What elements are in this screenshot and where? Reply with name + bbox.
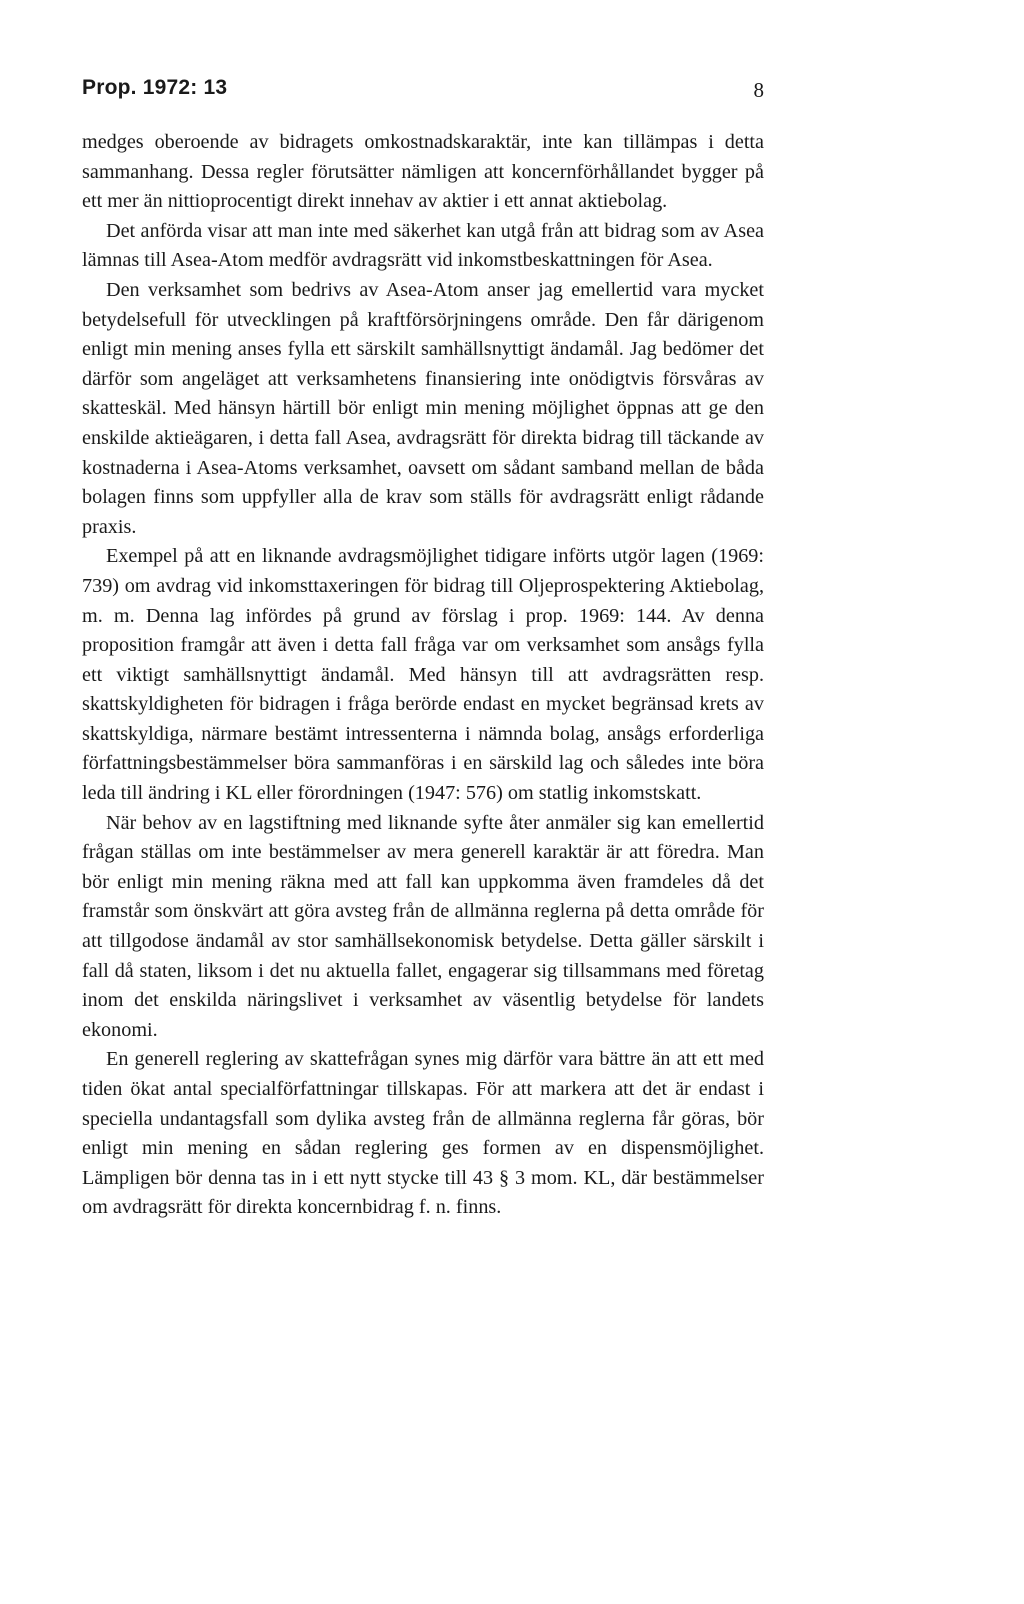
document-reference: Prop. 1972: 13 [82,76,228,99]
running-header [82,76,764,106]
paragraph: Det anförda visar att man inte med säkerhet kan utgå från att bidrag som av Asea lämnas till Asea-Atom medför avdragsrätt vid inkomstbeskattningen för Asea. [82,219,764,272]
paragraph: Exempel på att en liknande avdragsmöjlighet tidigare införts utgör lagen (1969: 739) om avdrag vid inkomsttaxeringen för bidrag till Oljeprospektering Aktiebolag, m. m. Denna lag infördes på grund av förslag i prop. 1969: 144. Av denna proposition framgår att även i detta fall fråga var om verksamhet som ansågs fylla ett viktigt samhällsnyttigt ändamål. Med hänsyn till att avdragsrätten resp. skattskyldigheten för bidragen i fråga berörde endast en mycket begränsad krets av skattskyldiga, närmare bestämt intressenterna i nämnda bolag, ansågs erforderliga författningsbestämmelser böra sammanföras i en särskild lag och således inte böra leda till ändring i KL eller förordningen (1947: 576) om statlig inkomstskatt. [82,545,764,805]
page-number: 8 [753,78,764,102]
paragraph-continuation: medges oberoende av bidragets omkostnadskaraktär, inte kan tillämpas i detta sammanhang. Dessa regler förutsätter nämligen att koncernförhållandet bygger på ett mer än nittioprocentigt direkt innehav av aktier i ett annat aktiebolag. [82,131,764,213]
paragraph: När behov av en lagstiftning med liknande syfte åter anmäler sig kan emellertid frågan ställas om inte bestämmelser av mera generell karaktär är att föredra. Man bör enligt min mening räkna med att fall kan uppkomma även framdeles då det framstår som önskvärt att göra avsteg från de allmänna reglerna på detta område för att tillgodose ändamål av stor samhällsekonomisk betydelse. Detta gäller särskilt i fall då staten, liksom i det nu aktuella fallet, engagerar sig tillsammans med företag inom det enskilda näringslivet i verksamhet av väsentlig betydelse för landets ekonomi. [82,811,764,1041]
paragraph: En generell reglering av skattefrågan synes mig därför vara bättre än att ett med tiden ökat antal specialförfattningar tillskapas. För att markera att det är endast i speciella undantagsfall som dylika avsteg från de allmänna reglerna får göras, bör enligt min mening en sådan reglering ges formen av en dispensmöjlighet. Lämpligen bör denna tas in i ett nytt stycke till 43 § 3 mom. KL, där bestämmelser om avdragsrätt för direkta koncernbidrag f. n. finns. [82,1048,764,1219]
body-text [82,128,764,1223]
paragraph: Den verksamhet som bedrivs av Asea-Atom anser jag emellertid vara mycket betydelsefull för utvecklingen på kraftförsörjningens område. Den får därigenom enligt min mening anses fylla ett särskilt samhällsnyttigt ändamål. Jag bedömer det därför som angeläget att verksamhetens finansiering inte onödigtvis försvåras av skatteskäl. Med hänsyn härtill bör enligt min mening möjlighet öppnas att ge den enskilde aktieägaren, i detta fall Asea, avdragsrätt för direkta bidrag till täckande av kostnaderna i Asea-Atoms verksamhet, oavsett om sådant samband mellan de båda bolagen finns som uppfyller alla de krav som ställs för avdragsrätt enligt rådande praxis. [82,278,764,538]
